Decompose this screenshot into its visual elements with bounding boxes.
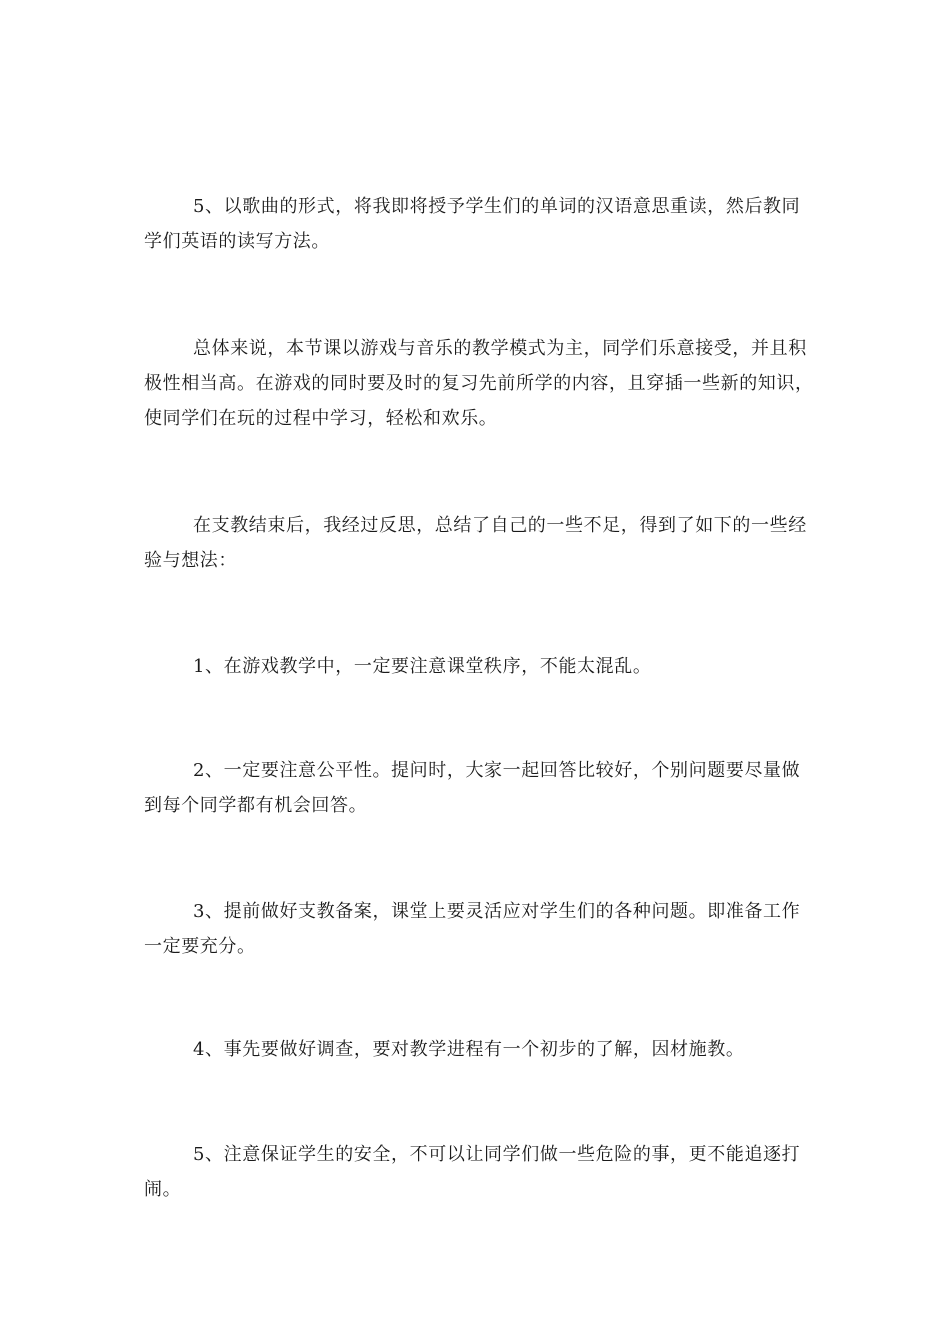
paragraph-point-5: 5、注意保证学生的安全，不可以让同学们做一些危险的事，更不能追逐打闹。 bbox=[144, 1144, 801, 1200]
paragraph-item-5-song: 5、以歌曲的形式，将我即将授予学生们的单词的汉语意思重读，然后教同学们英语的读写方法。 bbox=[144, 196, 801, 252]
paragraph-summary: 总体来说，本节课以游戏与音乐的教学模式为主，同学们乐意接受，并且积极性相当高。在游戏的同时要及时的复习先前所学的内容，且穿插一些新的知识，使同学们在玩的过程中学习，轻松和欢乐。 bbox=[144, 338, 814, 429]
paragraph-point-1: 1、在游戏教学中，一定要注意课堂秩序，不能太混乱。 bbox=[193, 656, 652, 677]
paragraph-reflection-intro: 在支教结束后，我经过反思，总结了自己的一些不足，得到了如下的一些经验与想法： bbox=[144, 515, 807, 571]
paragraph-point-2: 2、一定要注意公平性。提问时，大家一起回答比较好，个别问题要尽量做到每个同学都有机会回答。 bbox=[144, 760, 801, 816]
paragraph-point-3: 3、提前做好支教备案，课堂上要灵活应对学生们的各种问题。即准备工作一定要充分。 bbox=[144, 901, 801, 957]
paragraph-point-4: 4、事先要做好调查，要对教学进程有一个初步的了解，因材施教。 bbox=[193, 1039, 745, 1060]
